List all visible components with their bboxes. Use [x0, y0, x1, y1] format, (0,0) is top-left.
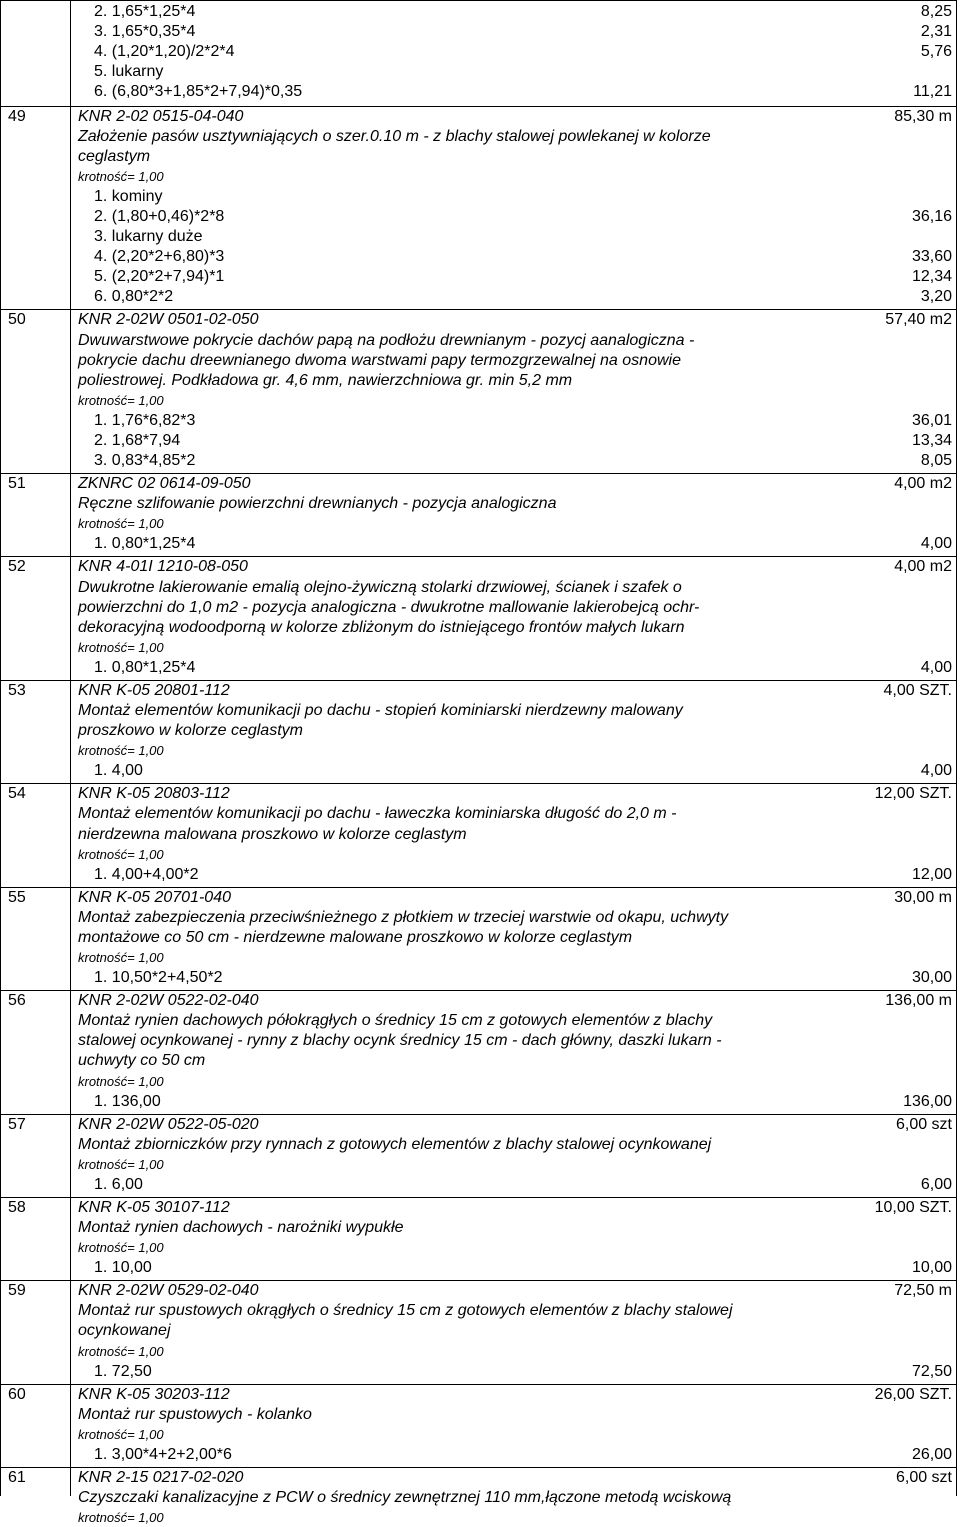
item-quantity: 6,00 szt [895, 1468, 952, 1486]
item-number: 58 [8, 1198, 26, 1216]
item-description: ocynkowanej [78, 1322, 171, 1340]
measurement-expression: 5. (2,20*2+7,94)*1 [94, 268, 225, 286]
row-divider [0, 473, 956, 474]
item-description: Montaż rynien dachowych - narożniki wypukłe [78, 1219, 404, 1236]
item-description: uchwyty co 50 cm [78, 1052, 206, 1070]
item-number: 52 [8, 558, 26, 576]
measurement-value: 33,60 [911, 248, 952, 266]
measurement-value: 11,21 [913, 83, 952, 101]
measurement-expression: 2. (1,80+0,46)*2*8 [94, 207, 225, 225]
item-number: 50 [8, 311, 26, 329]
item-description: proszkowo w kolorze ceglastym [78, 722, 303, 740]
item-description: Ręczne szlifowanie powierzchni drewnianych - pozycja analogiczna [78, 495, 557, 513]
measurement-expression: 2. 1,68*7,94 [94, 431, 181, 449]
item-description: Czyszczaki kanalizacyjne z PCW o średnicy zewnętrznej 110 mm,łączone metodą wciskową [78, 1489, 732, 1506]
measurement-value: 3,20 [920, 288, 952, 306]
item-quantity: 136,00 m [885, 992, 952, 1010]
item-number: 51 [8, 475, 26, 493]
item-code: KNR 2-02 0515-04-040 [78, 107, 244, 125]
item-quantity: 57,40 m2 [885, 311, 952, 329]
measurement-expression: 3. 0,83*4,85*2 [94, 452, 196, 469]
measurement-value: 5,76 [920, 43, 952, 61]
item-code: KNR K-05 20803-112 [78, 785, 230, 803]
measurement-expression: 1. 0,80*1,25*4 [94, 658, 196, 676]
measurement-expression: 1. 4,00+4,00*2 [94, 865, 199, 883]
measurement-expression: 1. 1,76*6,82*3 [94, 411, 196, 429]
row-divider [0, 1467, 956, 1468]
item-code: KNR 2-02W 0522-05-020 [78, 1115, 259, 1133]
item-quantity: 10,00 SZT. [874, 1198, 952, 1216]
item-number: 61 [8, 1468, 26, 1486]
multiplier-label: krotność= 1,00 [78, 1426, 164, 1442]
item-description: stalowej ocynkowanej - rynny z blachy ocynk średnicy 15 cm - dach główny, daszki lukarn - [78, 1032, 722, 1050]
multiplier-label: krotność= 1,00 [78, 516, 164, 532]
item-code: KNR 2-15 0217-02-020 [78, 1468, 244, 1486]
measurement-expression: 2. 1,65*1,25*4 [94, 3, 196, 20]
item-code: KNR 4-01I 1210-08-050 [78, 558, 248, 576]
item-description: poliestrowej. Podkładowa gr. 4,6 mm, nawierzchniowa gr. min 5,2 mm [78, 371, 573, 389]
multiplier-label: krotność= 1,00 [78, 743, 164, 759]
item-description: Dwuwarstwowe pokrycie dachów papą na podłożu drewnianym - pozycj aanalogiczna - [78, 331, 695, 349]
measurement-expression: 1. 72,50 [94, 1362, 152, 1380]
multiplier-label: krotność= 1,00 [78, 950, 164, 965]
item-code: KNR 2-02W 0522-02-040 [78, 992, 259, 1010]
row-divider [0, 106, 956, 107]
measurement-value: 72,50 [911, 1362, 952, 1380]
row-divider [0, 1197, 956, 1198]
measurement-value: 8,05 [920, 452, 952, 469]
item-number: 59 [8, 1282, 26, 1300]
item-quantity: 4,00 m2 [894, 475, 952, 493]
item-description: Montaż elementów komunikacji po dachu - ławeczka kominiarska długość do 2,0 m - [78, 805, 677, 823]
item-quantity: 72,50 m [894, 1282, 952, 1300]
table-top-border [0, 0, 956, 1]
measurement-value: 2,31 [920, 23, 952, 41]
item-description: montażowe co 50 cm - nierdzewne malowane proszkowo w kolorze ceglastym [78, 928, 633, 946]
item-quantity: 12,00 SZT. [874, 785, 952, 803]
multiplier-label: krotność= 1,00 [78, 1073, 164, 1089]
measurement-value: 12,00 [911, 865, 952, 883]
item-description: nierdzewna malowana proszkowo w kolorze ceglastym [78, 825, 467, 843]
measurement-expression: 4. (1,20*1,20)/2*2*4 [94, 43, 235, 61]
item-description: Montaż elementów komunikacji po dachu - stopień kominiarski nierdzewny malowany [78, 702, 683, 719]
item-code: KNR 2-02W 0529-02-040 [78, 1282, 259, 1300]
item-number: 60 [8, 1385, 26, 1403]
multiplier-label: krotność= 1,00 [78, 1156, 164, 1172]
item-quantity: 85,30 m [894, 107, 952, 125]
row-divider [0, 556, 956, 557]
item-quantity: 30,00 m [894, 888, 952, 906]
row-divider [0, 1384, 956, 1385]
item-description: Montaż rur spustowych - kolanko [78, 1405, 312, 1423]
measurement-value: 13,34 [911, 431, 952, 449]
measurement-value: 30,00 [911, 969, 952, 986]
measurement-expression: 3. 1,65*0,35*4 [94, 23, 196, 41]
row-divider [0, 1114, 956, 1115]
row-divider [0, 783, 956, 784]
row-divider [0, 990, 956, 991]
item-quantity: 4,00 SZT. [883, 681, 952, 699]
item-description: powierzchni do 1,0 m2 - pozycja analogiczna - dwukrotne mallowanie lakierobejcą ochr- [78, 598, 700, 616]
measurement-value: 26,00 [911, 1445, 952, 1463]
measurement-expression: 6. (6,80*3+1,85*2+7,94)*0,35 [94, 83, 303, 101]
measurement-value: 4,00 [920, 535, 952, 553]
row-divider [0, 680, 956, 681]
item-description: Montaż rur spustowych okrągłych o średnicy 15 cm z gotowych elementów z blachy stalowej [78, 1302, 733, 1320]
measurement-expression: 5. lukarny [94, 63, 164, 81]
item-code: ZKNRC 02 0614-09-050 [78, 475, 251, 493]
item-quantity: 4,00 m2 [894, 558, 952, 576]
multiplier-label: krotność= 1,00 [78, 1240, 164, 1256]
table-left-border [0, 0, 1, 1496]
item-description: pokrycie dachu dreewnianego dwoma warstwami papy termozgrzewalnej na osnowie [78, 351, 681, 369]
measurement-value: 136,00 [903, 1092, 952, 1110]
table-right-border [956, 0, 957, 1496]
item-number: 56 [8, 992, 26, 1010]
measurement-expression: 6. 0,80*2*2 [94, 288, 174, 306]
multiplier-label: krotność= 1,00 [78, 168, 164, 184]
measurement-value: 4,00 [920, 762, 952, 780]
column-divider [70, 0, 71, 1496]
row-divider [0, 1280, 956, 1281]
item-number: 55 [8, 888, 26, 906]
row-divider [0, 309, 956, 310]
measurement-expression: 1. kominy [94, 187, 163, 205]
item-description: Montaż rynien dachowych półokrągłych o średnicy 15 cm z gotowych elementów z blachy [78, 1012, 713, 1030]
item-code: KNR K-05 20801-112 [78, 681, 230, 699]
measurement-expression: 1. 10,00 [94, 1259, 152, 1277]
measurement-expression: 1. 136,00 [94, 1092, 161, 1110]
measurement-expression: 4. (2,20*2+6,80)*3 [94, 248, 225, 266]
item-quantity: 26,00 SZT. [874, 1385, 952, 1403]
item-description: Montaż zbiorniczków przy rynnach z gotowych elementów z blachy stalowej ocynkowanej [78, 1135, 712, 1153]
measurement-expression: 1. 4,00 [94, 762, 143, 780]
item-code: KNR K-05 30203-112 [78, 1385, 230, 1403]
item-description: Dwukrotne lakierowanie emalią olejno-żywiczną stolarki drzwiowej, ścianek i szafek o [78, 578, 682, 596]
measurement-expression: 1. 6,00 [94, 1175, 143, 1193]
measurement-value: 6,00 [920, 1175, 952, 1193]
multiplier-label: krotność= 1,00 [78, 392, 164, 408]
item-number: 53 [8, 681, 26, 699]
item-description: ceglastym [78, 147, 151, 165]
measurement-value: 36,01 [911, 411, 952, 429]
measurement-expression: 1. 0,80*1,25*4 [94, 535, 196, 553]
multiplier-label: krotność= 1,00 [78, 1510, 164, 1526]
item-code: KNR 2-02W 0501-02-050 [78, 311, 259, 329]
item-code: KNR K-05 30107-112 [78, 1198, 230, 1216]
item-description: Montaż zabezpieczenia przeciwśnieżnego z płotkiem w trzeciej warstwie od okapu, uchwyty [78, 908, 729, 926]
multiplier-label: krotność= 1,00 [78, 1343, 164, 1359]
measurement-expression: 1. 3,00*4+2+2,00*6 [94, 1445, 232, 1463]
item-number: 57 [8, 1115, 26, 1133]
item-code: KNR K-05 20701-040 [78, 888, 231, 906]
item-number: 54 [8, 785, 26, 803]
item-description: dekoracyjną wodoodporną w kolorze zbliżonym do istniejącego frontów małych lukarn [78, 618, 685, 636]
item-description: Założenie pasów usztywniających o szer.0.10 m - z blachy stalowej powlekanej w kolorze [78, 127, 711, 145]
multiplier-label: krotność= 1,00 [78, 846, 164, 862]
multiplier-label: krotność= 1,00 [78, 639, 164, 655]
item-quantity: 6,00 szt [895, 1115, 952, 1133]
measurement-expression: 1. 10,50*2+4,50*2 [94, 969, 223, 986]
measurement-value: 36,16 [911, 207, 952, 225]
measurement-value: 12,34 [911, 268, 952, 286]
measurement-value: 4,00 [920, 658, 952, 676]
measurement-value: 10,00 [911, 1259, 952, 1277]
measurement-value: 8,25 [920, 3, 952, 20]
item-number: 49 [8, 107, 26, 125]
measurement-expression: 3. lukarny duże [94, 228, 203, 245]
row-divider [0, 887, 956, 888]
